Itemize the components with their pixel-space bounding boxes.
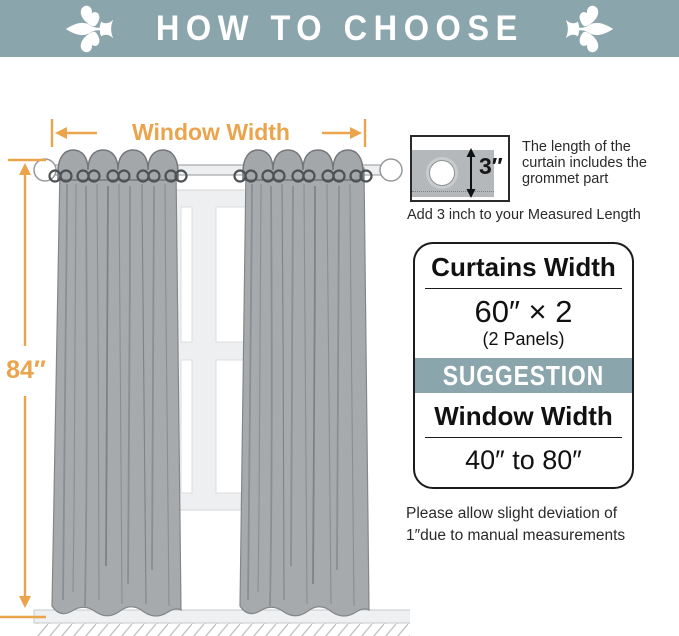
grommet-ring: [429, 160, 455, 186]
grommet-description: The length of the curtain includes the grommet part: [522, 139, 647, 187]
fleur-de-lis-icon: [563, 3, 615, 55]
deviation-note-line2: 1″due to manual measurements: [406, 526, 626, 544]
right-curtain-panel: [235, 150, 372, 616]
size-info-box: [413, 242, 634, 489]
height-measure-arrow: [0, 160, 46, 617]
grommet-size-label: 3″: [479, 153, 503, 179]
curtains-width-title: Curtains Width: [431, 252, 616, 282]
window-width-value: 40″ to 80″: [465, 445, 582, 475]
measure-arrow-icon: [464, 148, 478, 198]
divider: [425, 288, 622, 289]
deviation-note: [406, 503, 676, 546]
page-title: HOW TO CHOOSE: [155, 9, 524, 48]
curtain-height-label: 84″: [6, 356, 46, 384]
panels-note: (2 Panels): [482, 329, 565, 349]
suggestion-banner: [415, 358, 632, 393]
left-curtain-panel: [50, 150, 187, 616]
divider: [425, 437, 622, 438]
measured-length-tip: Add 3 inch to your Measured Length: [407, 207, 641, 223]
window-width-label: Window Width: [132, 119, 290, 145]
curtains-width-value: 60″ × 2: [474, 294, 573, 329]
suggestion-label: SUGGESTION: [442, 359, 605, 391]
grommet-diagram: [410, 135, 510, 202]
window-width-title: Window Width: [434, 401, 613, 431]
deviation-note-line1: Please allow slight deviation of: [406, 505, 618, 522]
